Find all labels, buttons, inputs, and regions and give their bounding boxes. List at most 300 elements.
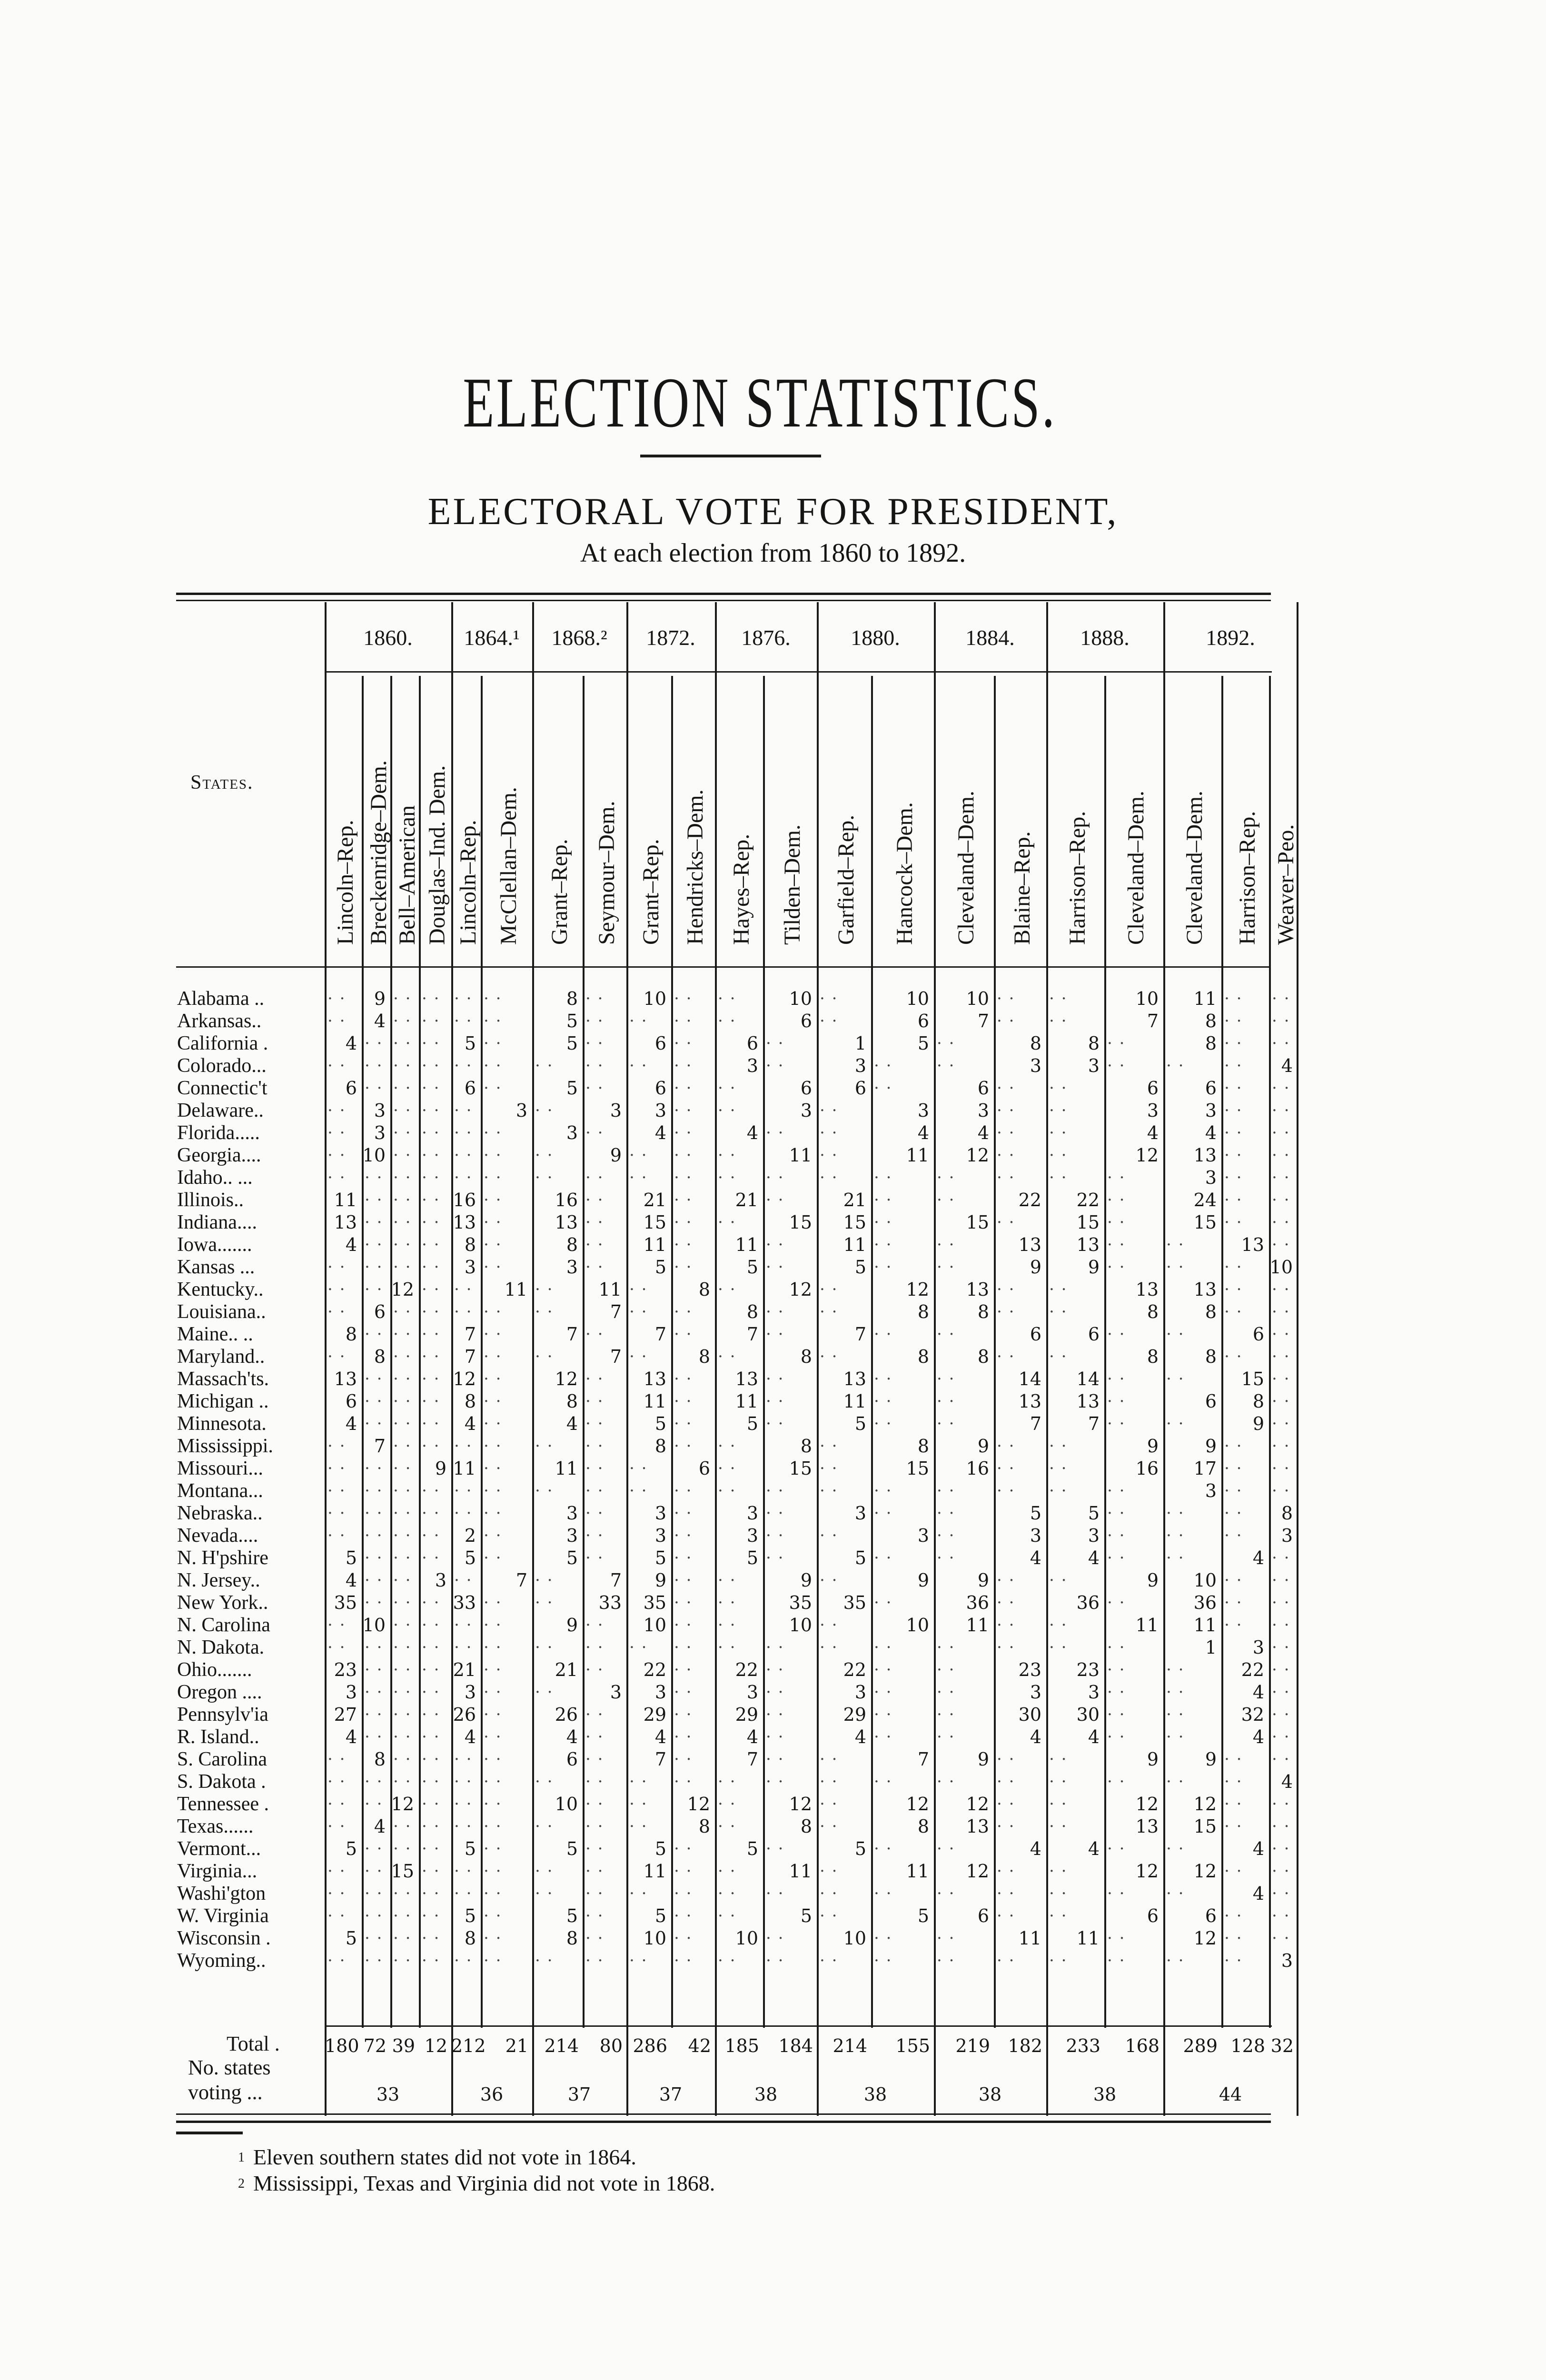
vote-cell — [325, 1077, 362, 1100]
vote-cell — [1269, 1301, 1298, 1323]
leader-dots: . . — [422, 1838, 440, 1854]
vote-value: 3 — [566, 1257, 578, 1278]
states-column-header: States. — [190, 772, 254, 793]
year-divider-6 — [934, 602, 936, 2116]
vote-value: 8 — [800, 1816, 812, 1837]
candidate-label-20: Weaver–Peo. — [1273, 824, 1298, 945]
vote-cell — [451, 1368, 481, 1390]
vote-cell — [362, 1189, 390, 1211]
vote-value: 7 — [610, 1301, 622, 1322]
leader-dots: . . — [766, 1838, 784, 1854]
vote-value: 3 — [654, 1503, 666, 1524]
vote-cell — [871, 1569, 934, 1592]
leader-dots: . . — [585, 1793, 604, 1809]
leader-dots: . . — [422, 1793, 440, 1809]
leader-dots: . . — [1224, 1010, 1243, 1026]
leader-dots: . . — [674, 1413, 693, 1428]
vote-cell — [1046, 1569, 1104, 1592]
leader-dots: . . — [585, 1211, 604, 1227]
vote-cell — [1104, 1659, 1163, 1681]
vote-cell — [1269, 1435, 1298, 1458]
total-value-14: 219 — [955, 2035, 990, 2056]
vote-value: 12 — [966, 1145, 989, 1166]
leader-dots: . . — [1272, 1815, 1290, 1831]
leader-dots: . . — [393, 1614, 412, 1630]
totals-top-rule — [325, 2025, 1272, 2027]
vote-cell — [715, 1659, 763, 1681]
total-value-10: 185 — [724, 2035, 759, 2056]
leader-dots: . . — [1272, 1279, 1290, 1294]
vote-cell — [532, 1077, 583, 1100]
leader-dots: . . — [1166, 1413, 1185, 1428]
leader-dots: . . — [1166, 1681, 1185, 1697]
vote-cell — [419, 1413, 451, 1435]
vote-value: 9 — [917, 1570, 929, 1591]
vote-cell — [481, 1211, 532, 1234]
leader-dots: . . — [393, 1413, 412, 1428]
vote-cell — [481, 1525, 532, 1547]
vote-value: 15 — [843, 1212, 866, 1233]
vote-cell — [390, 1279, 419, 1301]
vote-cell — [325, 1323, 362, 1346]
vote-value: 4 — [977, 1122, 989, 1143]
vote-cell — [451, 1569, 481, 1592]
vote-value: 8 — [566, 988, 578, 1009]
vote-cell — [362, 1704, 390, 1726]
vote-cell — [1269, 1726, 1298, 1748]
vote-cell — [763, 1055, 817, 1077]
vote-cell — [871, 1122, 934, 1144]
states-voting-label-cont: voting ... — [188, 2081, 263, 2104]
vote-cell — [871, 1234, 934, 1256]
vote-value: 3 — [610, 1682, 622, 1703]
leader-dots: . . — [585, 1234, 604, 1250]
vote-cell — [481, 1547, 532, 1569]
vote-cell — [325, 1502, 362, 1525]
vote-cell — [671, 1122, 715, 1144]
vote-cell — [390, 1189, 419, 1211]
leader-dots: . . — [766, 1032, 784, 1048]
leader-dots: . . — [1272, 1681, 1290, 1697]
vote-cell — [715, 1189, 763, 1211]
table-row — [0, 1189, 1546, 1211]
column-divider-11 — [763, 676, 765, 2028]
vote-cell — [1104, 1480, 1163, 1502]
leader-dots: . . — [585, 1726, 604, 1742]
vote-value: 24 — [1193, 1190, 1217, 1210]
vote-cell — [325, 1815, 362, 1838]
leader-dots: . . — [718, 1793, 736, 1809]
leader-dots: . . — [718, 1592, 736, 1607]
vote-value: 5 — [654, 1413, 666, 1434]
vote-cell — [1046, 1301, 1104, 1323]
vote-cell — [325, 1189, 362, 1211]
leader-dots: . . — [820, 1860, 838, 1876]
vote-cell — [325, 1100, 362, 1122]
vote-value: 12 — [1135, 1861, 1159, 1882]
vote-cell — [763, 1838, 817, 1860]
leader-dots: . . — [937, 1636, 955, 1652]
leader-dots: . . — [393, 1077, 412, 1093]
vote-cell — [532, 1636, 583, 1659]
leader-dots: . . — [718, 1480, 736, 1496]
vote-cell — [763, 1256, 817, 1279]
vote-cell — [1221, 1279, 1269, 1301]
leader-dots: . . — [1049, 1144, 1068, 1160]
leader-dots: . . — [393, 1390, 412, 1406]
leader-dots: . . — [393, 1100, 412, 1115]
vote-cell — [1269, 1144, 1298, 1167]
vote-cell — [817, 1301, 871, 1323]
leader-dots: . . — [1049, 1614, 1068, 1630]
leader-dots: . . — [937, 1234, 955, 1250]
vote-cell — [626, 1905, 671, 1927]
vote-value: 5 — [464, 1905, 476, 1926]
vote-cell — [1269, 1368, 1298, 1390]
leader-dots: . . — [484, 1815, 502, 1831]
vote-cell — [1221, 1905, 1269, 1927]
vote-value: 8 — [1205, 1301, 1217, 1322]
vote-cell — [532, 1547, 583, 1569]
vote-cell — [325, 1771, 362, 1793]
vote-cell — [583, 1614, 626, 1636]
vote-cell — [1163, 1189, 1221, 1211]
total-label: Total . — [227, 2032, 280, 2055]
vote-cell — [626, 1390, 671, 1413]
leader-dots: . . — [585, 1659, 604, 1675]
vote-cell — [362, 1569, 390, 1592]
leader-dots: . . — [997, 1010, 1015, 1026]
leader-dots: . . — [674, 1547, 693, 1563]
vote-cell — [419, 1144, 451, 1167]
year-divider-7 — [1046, 602, 1048, 2116]
vote-cell — [451, 1815, 481, 1838]
table-row — [0, 1748, 1546, 1771]
leader-dots: . . — [365, 1480, 383, 1496]
vote-cell — [626, 1748, 671, 1771]
vote-cell — [532, 1771, 583, 1793]
candidate-label-18: Cleveland–Dem. — [1182, 791, 1207, 945]
leader-dots: . . — [393, 988, 412, 1003]
leader-dots: . . — [1272, 1234, 1290, 1250]
vote-cell — [1163, 1368, 1221, 1390]
leader-dots: . . — [393, 1435, 412, 1451]
leader-dots: . . — [393, 1883, 412, 1898]
vote-cell — [626, 1659, 671, 1681]
leader-dots: . . — [422, 1771, 440, 1786]
leader-dots: . . — [484, 1883, 502, 1898]
vote-value: 11 — [789, 1861, 812, 1882]
vote-cell — [715, 1905, 763, 1927]
vote-cell — [481, 1234, 532, 1256]
total-value-5: 21 — [505, 2035, 528, 2056]
leader-dots: . . — [674, 1010, 693, 1026]
vote-value: 21 — [555, 1659, 578, 1680]
vote-value: 9 — [374, 988, 386, 1009]
vote-cell — [671, 1211, 715, 1234]
vote-cell — [325, 1480, 362, 1502]
vote-cell — [671, 1502, 715, 1525]
leader-dots: . . — [484, 1659, 502, 1675]
leader-dots: . . — [718, 1458, 736, 1473]
leader-dots: . . — [997, 1905, 1015, 1921]
vote-cell — [325, 1167, 362, 1189]
state-name: Missouri... — [177, 1458, 263, 1479]
leader-dots: . . — [535, 1681, 554, 1697]
vote-cell — [325, 1681, 362, 1704]
leader-dots: . . — [820, 1771, 838, 1786]
leader-dots: . . — [1272, 1905, 1290, 1921]
column-divider-20 — [1269, 676, 1271, 2028]
vote-cell — [817, 1368, 871, 1390]
leader-dots: . . — [937, 1032, 955, 1048]
leader-dots: . . — [454, 1480, 473, 1496]
leader-dots: . . — [820, 1525, 838, 1540]
leader-dots: . . — [422, 1950, 440, 1965]
leader-dots: . . — [874, 1502, 892, 1518]
vote-cell — [532, 1793, 583, 1815]
vote-cell — [626, 1883, 671, 1905]
vote-cell — [763, 1458, 817, 1480]
vote-value: 11 — [453, 1458, 476, 1479]
vote-cell — [419, 1077, 451, 1100]
vote-cell — [817, 1659, 871, 1681]
candidate-label-4: Lincoln–Rep. — [456, 820, 481, 945]
vote-value: 10 — [643, 1615, 666, 1636]
vote-cell — [390, 1010, 419, 1032]
table-row — [0, 1435, 1546, 1458]
vote-cell — [1163, 1480, 1221, 1502]
vote-cell — [871, 1032, 934, 1055]
vote-cell — [1104, 1771, 1163, 1793]
leader-dots: . . — [327, 1748, 346, 1764]
vote-value: 8 — [345, 1324, 357, 1345]
leader-dots: . . — [422, 1480, 440, 1496]
leader-dots: . . — [1224, 1927, 1243, 1943]
leader-dots: . . — [393, 1189, 412, 1205]
state-name: Iowa....... — [177, 1234, 252, 1256]
leader-dots: . . — [1107, 1413, 1126, 1428]
vote-cell — [451, 1704, 481, 1726]
vote-cell — [532, 1167, 583, 1189]
leader-dots: . . — [937, 1726, 955, 1742]
vote-cell — [994, 1950, 1046, 1972]
vote-cell — [763, 1502, 817, 1525]
leader-dots: . . — [674, 1435, 693, 1451]
leader-dots: . . — [1166, 1883, 1185, 1898]
vote-cell — [532, 1748, 583, 1771]
leader-dots: . . — [484, 1927, 502, 1943]
year-divider-4 — [715, 602, 717, 2116]
leader-dots: . . — [393, 1032, 412, 1048]
vote-cell — [994, 1413, 1046, 1435]
vote-value: 4 — [566, 1726, 578, 1747]
vote-cell — [362, 1927, 390, 1950]
leader-dots: . . — [327, 1256, 346, 1272]
vote-cell — [451, 1167, 481, 1189]
vote-cell — [934, 1838, 994, 1860]
leader-dots: . . — [1166, 1525, 1185, 1540]
vote-value: 9 — [800, 1570, 812, 1591]
leader-dots: . . — [997, 1167, 1015, 1182]
leader-dots: . . — [997, 1636, 1015, 1652]
vote-cell — [994, 1681, 1046, 1704]
leader-dots: . . — [1107, 1659, 1126, 1675]
vote-cell — [481, 1614, 532, 1636]
leader-dots: . . — [327, 1346, 346, 1361]
leader-dots: . . — [422, 1144, 440, 1160]
vote-cell — [583, 1927, 626, 1950]
leader-dots: . . — [1224, 1569, 1243, 1585]
vote-cell — [871, 1525, 934, 1547]
leader-dots: . . — [585, 1368, 604, 1384]
leader-dots: . . — [674, 1502, 693, 1518]
vote-value: 7 — [1088, 1413, 1100, 1434]
leader-dots: . . — [327, 1860, 346, 1876]
vote-value: 35 — [334, 1592, 357, 1613]
vote-cell — [532, 1323, 583, 1346]
vote-cell — [390, 1234, 419, 1256]
vote-value: 7 — [654, 1324, 666, 1345]
vote-cell — [481, 1838, 532, 1860]
column-divider-3 — [419, 676, 421, 2028]
leader-dots: . . — [365, 1189, 383, 1205]
vote-cell — [532, 1055, 583, 1077]
vote-cell — [671, 1077, 715, 1100]
vote-cell — [451, 988, 481, 1010]
leader-dots: . . — [1272, 1010, 1290, 1026]
vote-cell — [871, 1256, 934, 1279]
table-row — [0, 1301, 1546, 1323]
vote-cell — [763, 1390, 817, 1413]
vote-cell — [419, 1502, 451, 1525]
leader-dots: . . — [365, 1950, 383, 1965]
table-row — [0, 1883, 1546, 1905]
vote-cell — [1104, 1368, 1163, 1390]
vote-value: 13 — [735, 1368, 758, 1389]
leader-dots: . . — [393, 1681, 412, 1697]
vote-cell — [871, 1815, 934, 1838]
vote-cell — [871, 1927, 934, 1950]
vote-cell — [1163, 1704, 1221, 1726]
vote-cell — [419, 1010, 451, 1032]
leader-dots: . . — [629, 1301, 648, 1317]
vote-cell — [1269, 1211, 1298, 1234]
leader-dots: . . — [674, 1100, 693, 1115]
vote-cell — [763, 1771, 817, 1793]
vote-cell — [419, 1256, 451, 1279]
state-name: Tennessee . — [177, 1793, 269, 1815]
vote-value: 15 — [1193, 1816, 1217, 1837]
vote-value: 3 — [854, 1055, 866, 1076]
vote-value: 3 — [566, 1525, 578, 1546]
vote-cell — [871, 1681, 934, 1704]
leader-dots: . . — [937, 1547, 955, 1563]
vote-cell — [532, 1234, 583, 1256]
leader-dots: . . — [874, 1883, 892, 1898]
vote-cell — [1269, 988, 1298, 1010]
vote-cell — [715, 1301, 763, 1323]
vote-cell — [763, 1279, 817, 1301]
leader-dots: . . — [365, 1793, 383, 1809]
vote-cell — [390, 1547, 419, 1569]
candidate-label-11: Tilden–Dem. — [779, 824, 805, 945]
vote-cell — [419, 1815, 451, 1838]
vote-cell — [1046, 1726, 1104, 1748]
vote-cell — [817, 1435, 871, 1458]
vote-cell — [871, 1771, 934, 1793]
vote-cell — [994, 1838, 1046, 1860]
column-divider-15 — [994, 676, 996, 2028]
leader-dots: . . — [1166, 1950, 1185, 1965]
vote-cell — [994, 1279, 1046, 1301]
vote-value: 3 — [746, 1682, 758, 1703]
vote-cell — [390, 1950, 419, 1972]
vote-value: 4 — [1205, 1122, 1217, 1143]
leader-dots: . . — [997, 1860, 1015, 1876]
vote-value: 8 — [654, 1436, 666, 1457]
table-bottom-rule-2 — [176, 2121, 1271, 2123]
vote-cell — [1046, 988, 1104, 1010]
vote-cell — [1269, 1927, 1298, 1950]
vote-cell — [1046, 1815, 1104, 1838]
vote-cell — [362, 1435, 390, 1458]
vote-value: 8 — [464, 1391, 476, 1412]
vote-cell — [1163, 1032, 1221, 1055]
vote-cell — [583, 1860, 626, 1883]
table-row — [0, 1122, 1546, 1144]
vote-cell — [1221, 1368, 1269, 1390]
vote-value: 4 — [464, 1413, 476, 1434]
vote-cell — [994, 1815, 1046, 1838]
vote-cell — [1163, 1860, 1221, 1883]
vote-cell — [1221, 1390, 1269, 1413]
leader-dots: . . — [718, 1771, 736, 1786]
vote-cell — [1046, 1122, 1104, 1144]
vote-cell — [934, 1435, 994, 1458]
vote-cell — [715, 1927, 763, 1950]
column-divider-17 — [1104, 676, 1106, 2028]
vote-value: 23 — [334, 1659, 357, 1680]
vote-cell — [934, 1458, 994, 1480]
vote-cell — [390, 1055, 419, 1077]
vote-value: 4 — [374, 1816, 386, 1837]
vote-cell — [583, 1704, 626, 1726]
vote-cell — [817, 1346, 871, 1368]
vote-value: 9 — [1252, 1413, 1264, 1434]
leader-dots: . . — [422, 1525, 440, 1540]
leader-dots: . . — [1049, 1636, 1068, 1652]
vote-cell — [817, 1793, 871, 1815]
leader-dots: . . — [1166, 1368, 1185, 1384]
vote-value: 3 — [854, 1503, 866, 1524]
vote-cell — [626, 1256, 671, 1279]
vote-cell — [481, 1279, 532, 1301]
vote-cell — [715, 1368, 763, 1390]
vote-cell — [817, 1681, 871, 1704]
vote-cell — [583, 1256, 626, 1279]
vote-value: 22 — [1241, 1659, 1264, 1680]
vote-cell — [451, 1726, 481, 1748]
vote-cell — [671, 1681, 715, 1704]
vote-value: 5 — [800, 1905, 812, 1926]
vote-cell — [871, 1838, 934, 1860]
leader-dots: . . — [484, 1144, 502, 1160]
vote-cell — [763, 1211, 817, 1234]
leader-dots: . . — [365, 1368, 383, 1384]
vote-value: 6 — [698, 1458, 710, 1479]
vote-cell — [1269, 1525, 1298, 1547]
